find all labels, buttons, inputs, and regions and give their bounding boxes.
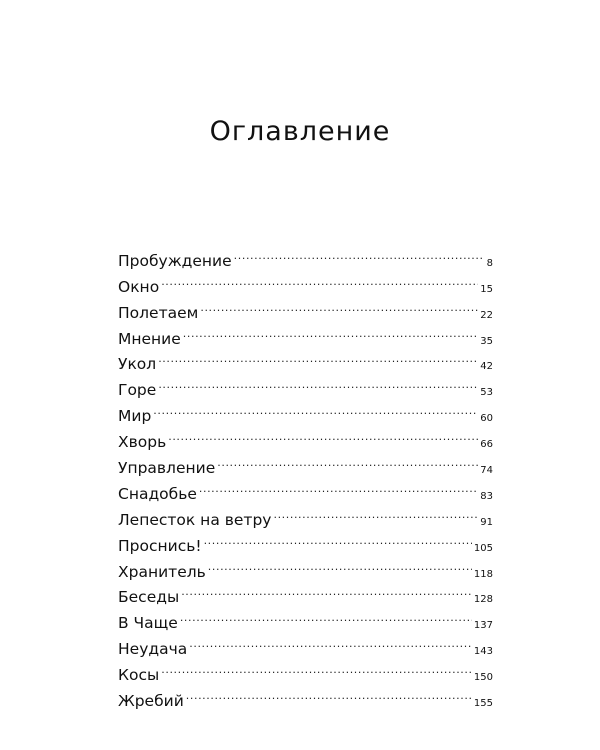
toc-leader-dots xyxy=(273,499,478,525)
toc-leader-dots xyxy=(168,421,478,447)
toc-leader-dots xyxy=(217,447,478,473)
toc-entry-page: 155 xyxy=(473,698,493,710)
toc-leader-dots xyxy=(234,240,483,266)
toc-entry-page: 150 xyxy=(473,672,493,684)
table-of-contents xyxy=(118,240,493,711)
toc-entry-page: 15 xyxy=(480,283,493,295)
toc-entry xyxy=(118,369,493,400)
toc-entry-page: 74 xyxy=(480,465,493,477)
toc-entry xyxy=(118,421,493,452)
toc-entry-page: 53 xyxy=(480,387,493,399)
toc-entry-title: Беседы xyxy=(118,588,180,607)
toc-entry-title: Мнение xyxy=(118,329,181,348)
toc-entry-title: Окно xyxy=(118,277,160,296)
toc-entry-page: 128 xyxy=(473,594,493,606)
toc-entry-page: 66 xyxy=(480,439,493,451)
toc-entry-title: Снадобье xyxy=(118,484,197,503)
toc-entry xyxy=(118,344,493,374)
toc-entry-title: Полетаем xyxy=(118,303,199,322)
toc-entry-page: 105 xyxy=(473,542,493,554)
toc-leader-dots xyxy=(208,551,472,577)
toc-leader-dots xyxy=(186,680,472,706)
toc-entry xyxy=(118,395,493,426)
toc-entry-title: Лепесток на ветру xyxy=(118,510,272,529)
toc-entry-title: В Чаще xyxy=(118,614,178,633)
toc-leader-dots xyxy=(161,654,472,680)
toc-entry-title: Хранитель xyxy=(118,562,206,581)
toc-entry xyxy=(118,680,493,711)
toc-entry-title: Косы xyxy=(118,666,160,685)
toc-leader-dots xyxy=(204,525,472,551)
page-title: Оглавление xyxy=(209,116,391,147)
toc-leader-dots xyxy=(153,395,478,421)
toc-entry-page: 137 xyxy=(473,620,493,632)
toc-entry-page: 22 xyxy=(480,309,493,321)
toc-entry-page: 42 xyxy=(480,361,493,373)
toc-entry xyxy=(118,292,493,322)
toc-entry-title: Проснись! xyxy=(118,536,202,555)
toc-entry-page: 60 xyxy=(480,413,493,425)
toc-entry xyxy=(118,240,493,270)
toc-entry-title: Неудача xyxy=(118,640,188,659)
toc-entry xyxy=(118,447,493,478)
toc-leader-dots xyxy=(183,318,478,344)
toc-entry xyxy=(118,266,493,296)
toc-leader-dots xyxy=(189,628,472,654)
toc-leader-dots xyxy=(180,602,472,628)
toc-entry-title: Управление xyxy=(118,459,216,478)
toc-entry-title: Хворь xyxy=(118,433,167,452)
toc-entry-title: Укол xyxy=(118,355,157,374)
toc-leader-dots xyxy=(158,369,478,395)
toc-entry-title: Мир xyxy=(118,407,152,426)
toc-entry-page: 8 xyxy=(486,257,493,269)
toc-entry-page: 143 xyxy=(473,646,493,658)
toc-entry-title: Пробуждение xyxy=(118,251,232,270)
toc-entry-title: Жребий xyxy=(118,692,184,711)
toc-entry-page: 83 xyxy=(480,490,493,502)
toc-entry-page: 91 xyxy=(480,516,493,528)
toc-entry xyxy=(118,654,493,685)
toc-entry-title: Горе xyxy=(118,381,157,400)
toc-leader-dots xyxy=(181,577,472,603)
toc-leader-dots xyxy=(158,344,478,370)
toc-leader-dots xyxy=(161,266,478,292)
toc-entry-page: 35 xyxy=(480,335,493,347)
toc-leader-dots xyxy=(200,292,478,318)
toc-entry-page: 118 xyxy=(473,568,493,580)
toc-leader-dots xyxy=(199,473,478,499)
